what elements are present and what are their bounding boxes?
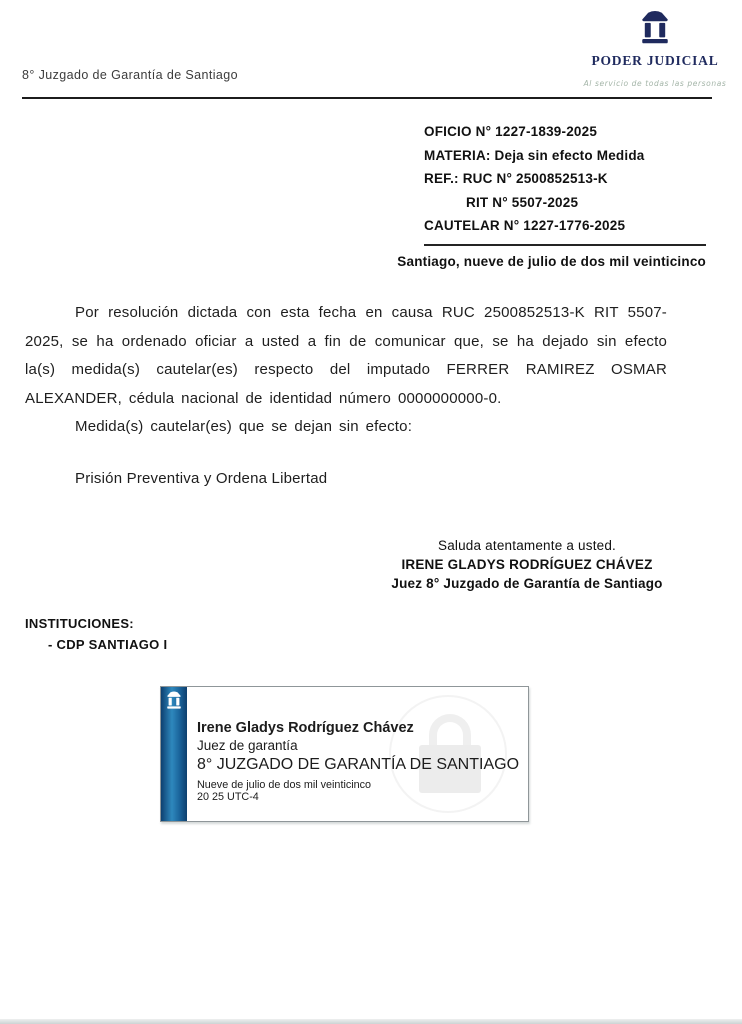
- oficio-number-line: OFICIO N° 1227-1839-2025: [424, 124, 598, 139]
- institutions-label: INSTITUCIONES:: [25, 616, 134, 631]
- temple-columns-icon: [165, 691, 183, 710]
- institutions-section: [25, 616, 167, 652]
- date-divider: [424, 244, 706, 246]
- stamp-date: Nueve de julio de dos mil veinticinco: [197, 779, 372, 791]
- electronic-signature-stamp: [160, 686, 529, 822]
- signature-salutation: Saluda atentamente a usted.: [437, 538, 617, 553]
- header-court-name: 8° Juzgado de Garantía de Santiago: [22, 68, 238, 82]
- ref-ruc-line: REF.: RUC N° 2500852513-K: [424, 171, 608, 186]
- signature-judge-name: IRENE GLADYS RODRÍGUEZ CHÁVEZ: [401, 557, 653, 572]
- stamp-judge-name: Irene Gladys Rodríguez Chávez: [197, 720, 414, 736]
- date-line: Santiago, nueve de julio de dos mil veinticinco: [397, 254, 706, 269]
- rit-line: RIT N° 5507-2025: [466, 194, 579, 210]
- temple-columns-icon: [638, 10, 672, 46]
- cautelar-line: CAUTELAR N° 1227-1776-2025: [424, 218, 626, 233]
- main-paragraph: Por resolución dictada con esta fecha en causa RUC 2500852513-K RIT 5507-2025, se ha ordenado oficiar a usted a fin de comunicar que, se ha dejado sin efecto la(s) medida(s) cautelar(es) respecto del imputado FERRER RAMIREZ OSMAR ALEXANDER, cédula nacional de identidad número 0000000000-0.: [25, 304, 667, 407]
- institution-item: - CDP SANTIAGO I: [48, 637, 168, 652]
- measures-intro-line: Medida(s) cautelar(es) que se dejan sin efecto:: [75, 418, 413, 436]
- signature-block: [372, 536, 682, 593]
- logo-tagline: Al servicio de todas las personas: [583, 79, 727, 88]
- body-text: [25, 299, 667, 442]
- oficio-reference-block: [424, 120, 644, 238]
- stamp-time: 20 25 UTC-4: [197, 791, 259, 803]
- signature-judge-title: Juez 8° Juzgado de Garantía de Santiago: [391, 576, 663, 591]
- measures-line: Prisión Preventiva y Ordena Libertad: [75, 470, 328, 487]
- header-divider: [22, 97, 712, 99]
- logo-title: PODER JUDICIAL: [591, 53, 719, 68]
- materia-line: MATERIA: Deja sin efecto Medida: [424, 147, 645, 163]
- stamp-text-block: [197, 719, 520, 803]
- scanned-page-bottom-edge: [0, 1019, 742, 1024]
- poder-judicial-logo: [575, 10, 735, 88]
- stamp-court-name: 8° JUZGADO DE GARANTÍA DE SANTIAGO: [197, 756, 520, 773]
- stamp-blue-strip: [161, 687, 187, 821]
- stamp-judge-role: Juez de garantía: [197, 738, 298, 753]
